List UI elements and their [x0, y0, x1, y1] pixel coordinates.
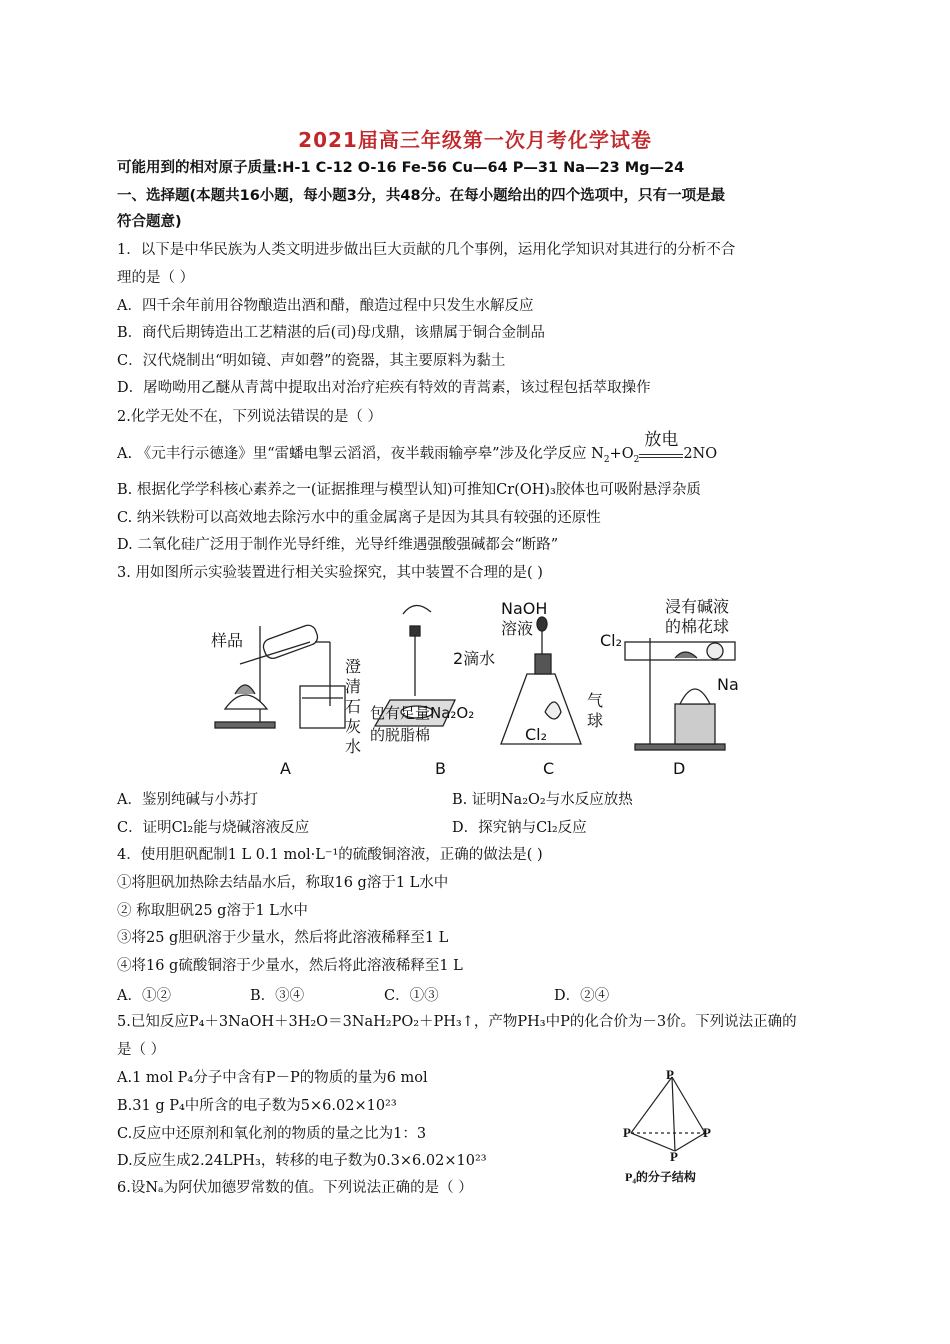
q1-stem-line2: 理的是（ ）: [117, 270, 195, 286]
fig-caption-c: C: [543, 759, 555, 776]
q2-stem: 2.化学无处不在，下列说法错误的是（ ）: [117, 409, 382, 425]
fig-a-label-4: 灰: [345, 717, 362, 736]
q5-option-b: B.31 g P₄中所含的电子数为5×6.02×10²³: [117, 1098, 397, 1114]
section-heading-line2: 符合题意): [117, 214, 182, 230]
q4-option-c: C．①③: [384, 988, 439, 1004]
p4-atom-right: P: [703, 1125, 711, 1140]
q1-option-c: C．汉代烧制出“明如镜、声如磬”的瓷器，其主要原料为黏土: [117, 353, 506, 369]
fig-c-label-naoh: NaOH: [501, 599, 548, 618]
q2-option-a: A. 《元丰行示德逢》里“雷蟠电掣云滔滔，夜半载雨输亭皋”涉及化学反应 $N_2+O_2$ 放电 2NO: [117, 430, 718, 465]
fig-a-label-3: 石: [345, 697, 362, 716]
q4-option-a: A．①②: [117, 988, 171, 1004]
q2-option-b: B. 根据化学学科核心素养之一(证据推理与模型认知)可推知Cr(OH)₃胶体也可吸附悬浮杂质: [117, 482, 701, 498]
fig-caption-a: A: [280, 759, 291, 776]
reaction-condition: 放电: [639, 442, 683, 458]
fig-b-label-water: 2滴水: [453, 649, 496, 668]
q4-option-b: B．③④: [250, 988, 305, 1004]
q1-option-b: B．商代后期铸造出工艺精湛的后(司)母戊鼎，该鼎属于铜合金制品: [117, 325, 545, 341]
q5-stem-line2: 是（ ）: [117, 1042, 166, 1058]
q6-stem: 6.设Nₐ为阿伏加德罗常数的值。下列说法正确的是（ ）: [117, 1180, 473, 1196]
p4-atom-bottom: P: [670, 1149, 678, 1164]
q4-item-4: ④将16 g硫酸铜溶于少量水，然后将此溶液稀释至1 L: [117, 958, 463, 974]
p4-molecule-figure: [615, 1065, 755, 1185]
q2-option-a-product: 2NO: [683, 446, 718, 462]
p4-atom-top: P: [666, 1067, 674, 1082]
q2-option-d: D. 二氧化硅广泛用于制作光导纤维，光导纤维遇强酸强碱都会“断路”: [117, 537, 559, 553]
fig-a-label-1: 澄: [345, 657, 362, 676]
q1-option-a: A．四千余年前用谷物酿造出酒和醋，酿造过程中只发生水解反应: [117, 298, 534, 314]
fig-a-label-sample: 样品: [211, 631, 244, 650]
q3-stem: 3. 用如图所示实验装置进行相关实验探究，其中装置不合理的是( ): [117, 565, 543, 581]
fig-c-label-cl2: Cl₂: [525, 725, 548, 744]
q4-option-d: D．②④: [554, 988, 610, 1004]
q5-stem-line1: 5.已知反应P₄＋3NaOH＋3H₂O＝3NaH₂PO₂＋PH₃↑，产物PH₃中P的化合价为－3价。下列说法正确的: [117, 1014, 797, 1030]
fig-a-label-2: 清: [345, 677, 362, 696]
fig-d-label-2: 的棉花球: [665, 617, 730, 636]
section-heading-line1: 一、选择题(本题共16小题，每小题3分，共48分。在每小题给出的四个选项中，只有一项是最: [117, 188, 726, 204]
q5-option-c: C.反应中还原剂和氧化剂的物质的量之比为1：3: [117, 1126, 427, 1142]
q3-option-d: D．探究钠与Cl₂反应: [452, 820, 587, 836]
fig-d-label-1: 浸有碱液: [665, 597, 730, 616]
q4-item-3: ③将25 g胆矾溶于少量水，然后将此溶液稀释至1 L: [117, 930, 449, 946]
fig-d-label-na: Na: [717, 675, 739, 694]
fig-c-label-balloon2: 球: [587, 711, 604, 730]
q3-option-b: B. 证明Na₂O₂与水反应放热: [452, 792, 633, 808]
fig-caption-d: D: [673, 759, 686, 776]
fig-d-label-cl2: Cl₂: [600, 631, 623, 650]
q4-item-2: ② 称取胆矾25 g溶于1 L水中: [117, 903, 308, 919]
fig-a-label-5: 水: [345, 737, 362, 756]
p4-figure-caption: P₄的分子结构: [625, 1170, 696, 1184]
q4-stem: 4．使用胆矾配制1 L 0.1 mol·L⁻¹的硫酸铜溶液，正确的做法是( ): [117, 847, 543, 863]
fig-c-label-solution: 溶液: [501, 619, 534, 638]
q5-option-a: A.1 mol P₄分子中含有P－P的物质的量为6 mol: [117, 1070, 428, 1086]
q4-item-1: ①将胆矾加热除去结晶水后，称取16 g溶于1 L水中: [117, 875, 449, 891]
q2-option-c: C. 纳米铁粉可以高效地去除污水中的重金属离子是因为其具有较强的还原性: [117, 510, 601, 526]
q2-option-a-text: A. 《元丰行示德逢》里“雷蟠电掣云滔滔，夜半载雨输亭皋”涉及化学反应 N: [117, 446, 604, 462]
fig-c-label-balloon1: 气: [587, 691, 604, 710]
fig-caption-b: B: [435, 759, 446, 776]
fig-b-label-na2o2: 包有足量Na₂O₂: [370, 704, 475, 722]
q1-option-d: D．屠呦呦用乙醚从青蒿中提取出对治疗疟疾有特效的青蒿素，该过程包括萃取操作: [117, 380, 651, 396]
q3-apparatus-figure: [205, 594, 765, 776]
exam-title: 2021届高三年级第一次月考化学试卷: [298, 128, 652, 152]
p4-atom-left: P: [623, 1125, 631, 1140]
q3-option-c: C．证明Cl₂能与烧碱溶液反应: [117, 820, 310, 836]
q1-stem-line1: 1．以下是中华民族为人类文明进步做出巨大贡献的几个事例，运用化学知识对其进行的分析不合: [117, 242, 736, 258]
q5-option-d: D.反应生成2.24LPH₃，转移的电子数为0.3×6.02×10²³: [117, 1153, 487, 1169]
fig-b-label-cotton: 的脱脂棉: [370, 726, 431, 744]
atomic-masses: 可能用到的相对原子质量:H-1 C-12 O-16 Fe-56 Cu—64 P—31 Na—23 Mg—24: [117, 160, 685, 176]
q3-option-a: A．鉴别纯碱与小苏打: [117, 792, 258, 808]
